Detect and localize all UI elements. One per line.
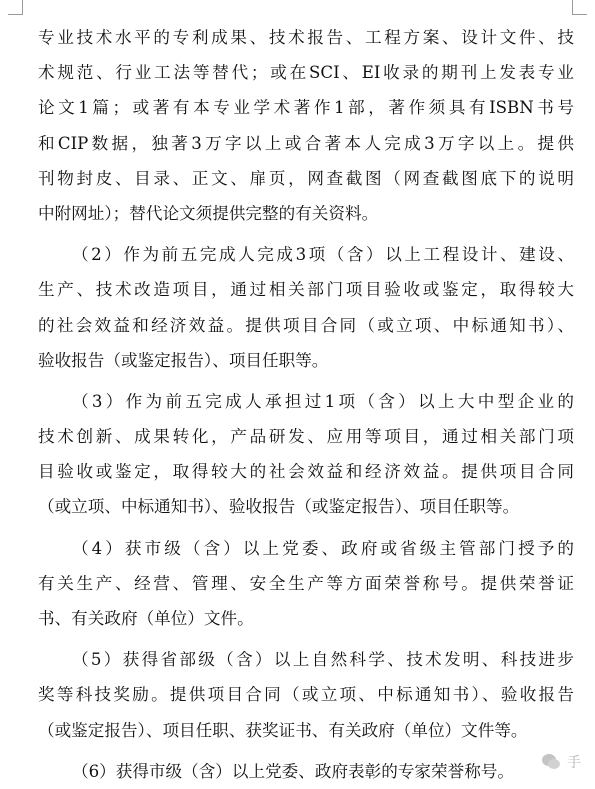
text-line: 的社会效益和经济效益。提供项目合同（或立项、中标通知书）、 (38, 315, 574, 335)
text-line: 有关生产、经营、管理、安全生产等方面荣誉称号。提供荣誉证 (38, 573, 574, 593)
list-item-6-first-line: （6）获得市级（含）以上党委、政府表彰的专家荣誉称号。 (72, 761, 514, 781)
page-corner-mark-left (8, 0, 23, 15)
text-line: 术规范、行业工法等替代；或在SCI、EI收录的期刊上发表专业 (38, 63, 574, 83)
text-line: 中附网址）；替代论文须提供完整的有关资料。 (38, 203, 379, 223)
watermark (445, 742, 595, 782)
text-line: 生产、技术改造项目，通过相关部门项目验收或鉴定，取得较大 (38, 280, 574, 300)
text-line: 刊物封皮、目录、正文、扉页，网查截图（网查截图底下的说明 (38, 168, 574, 188)
text-line: 和CIP数据，独著3万字以上或合著本人完成3万字以上。提供 (38, 133, 574, 153)
list-item-5-first-line: （5）获得省部级（含）以上自然科学、技术发明、科技进步 (72, 650, 574, 670)
text-line: 技术创新、成果转化，产品研发、应用等项目，通过相关部门项 (38, 427, 574, 447)
document-body (38, 20, 574, 789)
text-line: （或立项、中标通知书）、验收报告（或鉴定报告）、项目任职等。 (38, 497, 520, 517)
list-item-3-first-line: （3）作为前五完成人承担过1项（含）以上大中型企业的 (72, 391, 574, 411)
text-line: 论文1篇；或著有本专业学术著作1部，著作须具有ISBN书号 (38, 98, 574, 118)
text-line: 验收报告（或鉴定报告）、项目任职等。 (38, 350, 329, 370)
text-line: （或鉴定报告）、项目任职、获奖证书、有关政府（单位）文件等。 (38, 720, 528, 740)
text-line: 奖等科技奖励。提供项目合同（或立项、中标通知书）、验收报告 (38, 685, 574, 705)
text-line: 目验收或鉴定，取得较大的社会效益和经济效益。提供项目合同 (38, 462, 574, 482)
text-line: 专业技术水平的专利成果、技术报告、工程方案、设计文件、技 (38, 28, 574, 47)
text-line: 书、有关政府（单位）文件。 (38, 609, 254, 628)
list-item-2-first-line: （2）作为前五完成人完成3项（含）以上工程设计、建设、 (72, 245, 574, 265)
wechat-logo-icon (541, 752, 561, 772)
watermark-text: 手 (567, 755, 581, 771)
page-corner-mark-right (572, 0, 587, 15)
list-item-4-first-line: （4）获市级（含）以上党委、政府或省级主管部门授予的 (72, 538, 574, 558)
